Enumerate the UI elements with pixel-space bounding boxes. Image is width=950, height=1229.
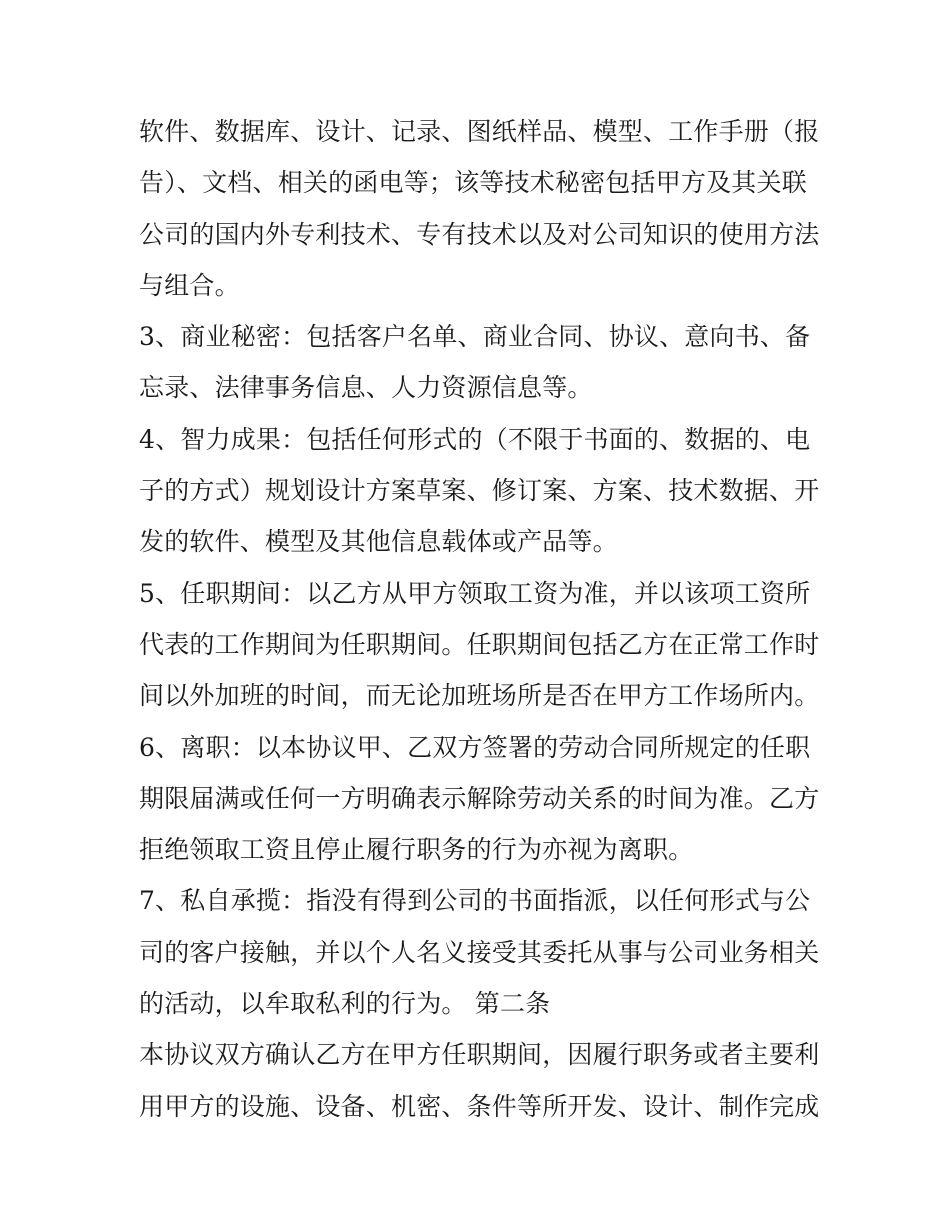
text-line: 的活动，以牟取私利的行为。 第二条 (139, 989, 551, 1019)
text-line: 拒绝领取工资且停止履行职务的行为亦视为离职。 (139, 835, 694, 865)
text-line: 子的方式）规划设计方案草案、修订案、方案、技术数据、开 (139, 476, 820, 506)
text-line: 代表的工作期间为任职期间。任职期间包括乙方在正常工作时 (139, 629, 820, 659)
text-line: 告）、文档、相关的函电等；该等技术秘密包括甲方及其关联 (139, 168, 807, 198)
text-line: 期限届满或任何一方明确表示解除劳动关系的时间为准。乙方 (139, 783, 820, 813)
text-line: 4、智力成果：包括任何形式的（不限于书面的、数据的、电 (139, 424, 811, 454)
text-line: 7、私自承揽：指没有得到公司的书面指派，以任何形式与公 (139, 886, 811, 916)
text-line: 5、任职期间：以乙方从甲方领取工资为准，并以该项工资所 (139, 578, 811, 608)
text-line: 3、商业秘密：包括客户名单、商业合同、协议、意向书、备 (139, 322, 811, 352)
text-line: 司的客户接触，并以个人名义接受其委托从事与公司业务相关 (139, 937, 820, 967)
agreement-text (139, 106, 819, 1132)
text-line: 发的软件、模型及其他信息载体或产品等。 (139, 527, 618, 557)
text-line: 6、离职：以本协议甲、乙双方签署的劳动合同所规定的任职 (139, 732, 811, 762)
text-line: 间以外加班的时间，而无论加班场所是否在甲方工作场所内。 (139, 681, 820, 711)
text-line: 用甲方的设施、设备、机密、条件等所开发、设计、制作完成 (139, 1091, 820, 1121)
text-line: 忘录、法律事务信息、人力资源信息等。 (139, 373, 593, 403)
text-line: 公司的国内外专利技术、专有技术以及对公司知识的使用方法 (139, 219, 820, 249)
text-line: 与组合。 (139, 270, 240, 300)
text-line: 软件、数据库、设计、记录、图纸样品、模型、工作手册（报 (139, 117, 820, 146)
text-line: 本协议双方确认乙方在甲方任职期间，因履行职务或者主要利 (139, 1040, 820, 1070)
